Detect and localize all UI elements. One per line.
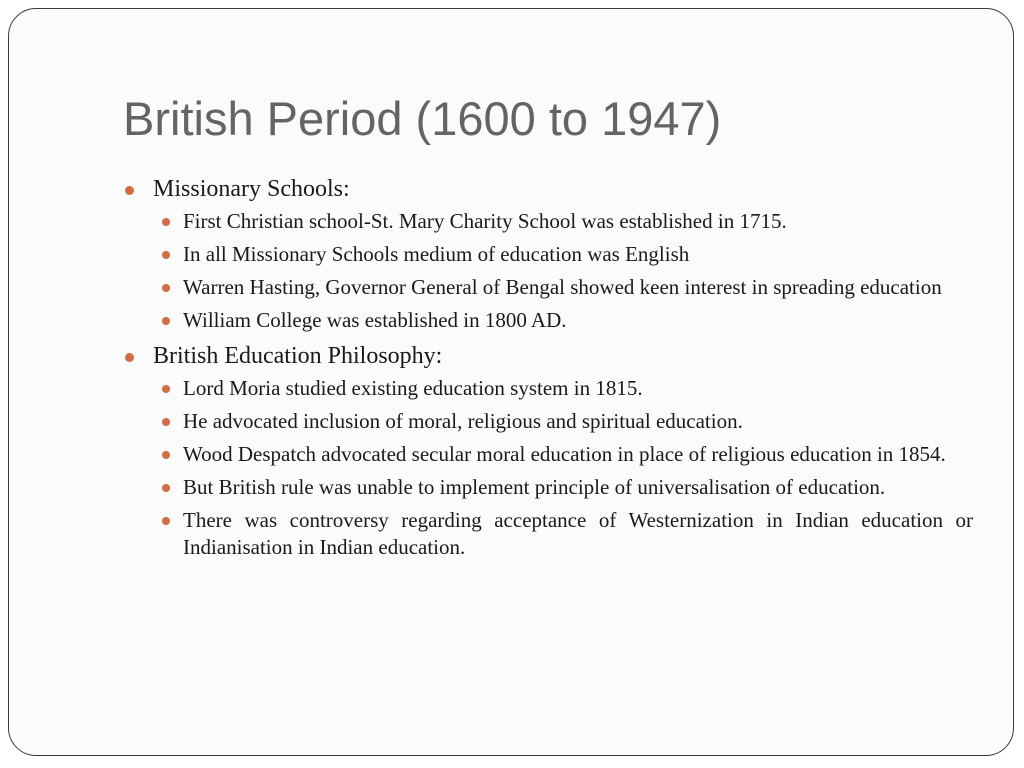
list-item-text: Warren Hasting, Governor General of Bengal showed keen interest in spreading education bbox=[183, 275, 942, 299]
slide-frame bbox=[8, 8, 1014, 756]
slide-title: British Period (1600 to 1947) bbox=[123, 92, 722, 145]
bullet-icon bbox=[162, 484, 170, 492]
bullet-icon bbox=[162, 385, 170, 393]
section-heading-british-education-philosophy bbox=[123, 340, 973, 373]
list-item-text: William College was established in 1800 AD. bbox=[183, 308, 567, 332]
section-heading-label: British Education Philosophy: bbox=[153, 343, 443, 369]
bullet-icon bbox=[162, 317, 170, 325]
list-item-text: Lord Moria studied existing education system in 1815. bbox=[183, 376, 643, 400]
list-item-text: He advocated inclusion of moral, religious and spiritual education. bbox=[183, 409, 743, 433]
list-item bbox=[123, 474, 973, 501]
list-item bbox=[123, 507, 973, 561]
bullet-icon bbox=[162, 517, 170, 525]
sub-list-british-education-philosophy bbox=[123, 375, 973, 561]
list-item-text: But British rule was unable to implement principle of universalisation of education. bbox=[183, 475, 886, 499]
bullet-icon bbox=[162, 418, 170, 426]
list-item bbox=[123, 441, 973, 468]
list-item bbox=[123, 307, 973, 334]
bullet-icon bbox=[125, 353, 134, 362]
bullet-icon bbox=[162, 284, 170, 292]
list-item-text: First Christian school-St. Mary Charity School was established in 1715. bbox=[183, 209, 787, 233]
bullet-icon bbox=[162, 451, 170, 459]
list-item bbox=[123, 375, 973, 402]
list-item bbox=[123, 241, 973, 268]
bullet-icon bbox=[125, 186, 134, 195]
sub-list-missionary-schools bbox=[123, 208, 973, 334]
list-item-text: Wood Despatch advocated secular moral education in place of religious education in 1854. bbox=[183, 442, 946, 466]
list-item bbox=[123, 408, 973, 435]
section-heading-label: Missionary Schools: bbox=[153, 176, 350, 202]
list-item-text: There was controversy regarding acceptance of Westernization in Indian education or Indianisation in Indian education. bbox=[183, 508, 973, 559]
bullet-icon bbox=[162, 218, 170, 226]
section-heading-missionary-schools bbox=[123, 173, 973, 206]
slide-content bbox=[123, 173, 973, 567]
bullet-icon bbox=[162, 251, 170, 259]
list-item bbox=[123, 274, 973, 301]
list-item bbox=[123, 208, 973, 235]
list-item-text: In all Missionary Schools medium of education was English bbox=[183, 242, 690, 266]
